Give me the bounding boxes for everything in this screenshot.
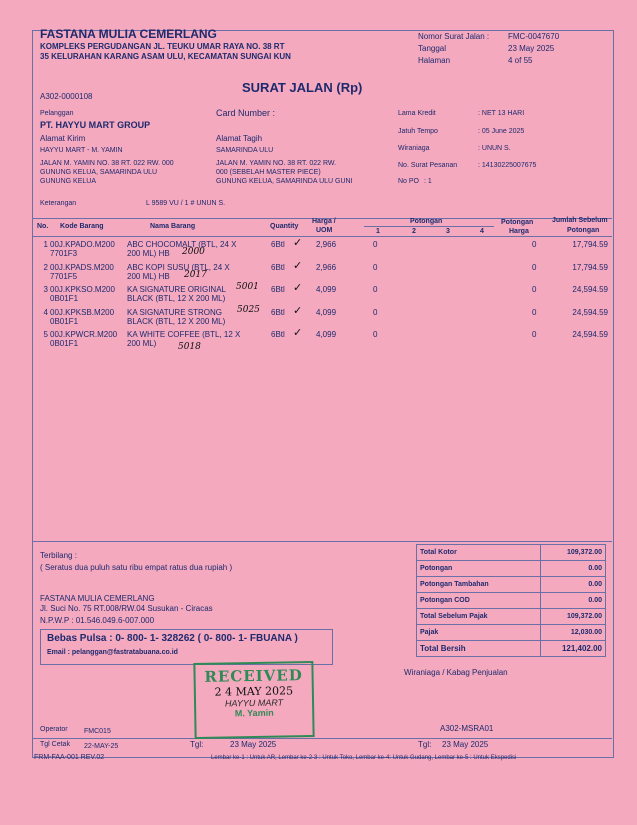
totals-label: Total Sebelum Pajak bbox=[417, 609, 541, 625]
order-number-label: No. Surat Pesanan bbox=[398, 162, 458, 169]
totals-row bbox=[417, 641, 606, 657]
col-disc-price-header-1: Potongan bbox=[501, 219, 534, 226]
doc-page-value: 4 of 55 bbox=[508, 56, 533, 65]
cell-nama1: KA WHITE COFFEE (BTL, 12 X bbox=[127, 330, 241, 339]
cell-nama2: BLACK (BTL, 12 X 200 ML) bbox=[127, 294, 226, 303]
totals-table bbox=[416, 544, 606, 657]
totals-value: 121,402.00 bbox=[541, 641, 606, 657]
handwritten-note: 2017 bbox=[184, 269, 207, 280]
col-amount-header-1: Jumlah Sebelum bbox=[552, 217, 608, 224]
amount-in-words-label: Terbilang : bbox=[40, 551, 77, 560]
check-mark-icon: ✓ bbox=[293, 259, 303, 272]
doc-number-label: Nomor Surat Jalan : bbox=[418, 32, 490, 41]
totals-label: Potongan Tambahan bbox=[417, 577, 541, 593]
cell-jumlah: 24,594.59 bbox=[572, 307, 608, 317]
operator-label: Operator bbox=[40, 726, 68, 733]
bill-address-line-2: 000 (SEBELAH MASTER PIECE) bbox=[216, 169, 321, 176]
col-amount-header-2: Potongan bbox=[567, 227, 600, 234]
cell-pot1: 0 bbox=[373, 262, 378, 272]
col-disc1-header: 1 bbox=[376, 228, 380, 235]
cell-kode1: 00J.KPKSB.M200 bbox=[50, 307, 115, 317]
col-disc2-header: 2 bbox=[412, 228, 416, 235]
cell-no: 1 bbox=[43, 240, 48, 249]
received-stamp bbox=[193, 661, 314, 739]
company-address-2: 35 KELURAHAN KARANG ASAM ULU, KECAMATAN SUNGAI KUN bbox=[40, 52, 291, 61]
bill-address-label: Alamat Tagih bbox=[216, 134, 263, 143]
totals-label: Total Bersih bbox=[417, 641, 541, 657]
print-date-value: 22-MAY-25 bbox=[84, 743, 119, 750]
sender-npwp: N.P.W.P : 01.546.049.6-007.000 bbox=[40, 616, 155, 625]
totals-row bbox=[417, 545, 606, 561]
cell-pot1: 0 bbox=[373, 240, 378, 249]
credit-term-value: : NET 13 HARI bbox=[478, 110, 525, 117]
col-name-header: Nama Barang bbox=[150, 223, 196, 230]
bill-address-line-3: GUNUNG KELUA, SAMARINDA ULU GUNI bbox=[216, 178, 353, 185]
col-price-header: Harga / bbox=[312, 218, 336, 225]
customer-name: PT. HAYYU MART GROUP bbox=[40, 120, 151, 130]
cell-pot1: 0 bbox=[373, 330, 378, 339]
toll-free-box bbox=[40, 629, 333, 665]
cell-kode1: 00J.KPADS.M200 bbox=[50, 262, 114, 272]
ship-address-label: Alamat Kirim bbox=[40, 134, 86, 143]
totals-value: 12,030.00 bbox=[541, 625, 606, 641]
cell-potharga: 0 bbox=[532, 240, 537, 249]
col-uom-header: UOM bbox=[316, 227, 333, 234]
check-mark-icon: ✓ bbox=[293, 304, 303, 317]
cell-nama1: ABC CHOCOMALT (BTL, 24 X bbox=[127, 240, 237, 249]
ship-address-line-3: GUNUNG KELUA bbox=[40, 178, 97, 185]
doc-page-label: Halaman bbox=[418, 56, 451, 65]
date-value-1: 23 May 2025 bbox=[230, 740, 277, 749]
card-number-label: Card Number : bbox=[216, 108, 276, 118]
cell-nama2: 200 ML) bbox=[127, 339, 157, 348]
cell-qty: 6Btl bbox=[271, 307, 285, 317]
ship-address-line-1: JALAN M. YAMIN NO. 38 RT. 022 RW. 000 bbox=[40, 160, 174, 167]
totals-label: Total Kotor bbox=[417, 545, 541, 561]
totals-row bbox=[417, 593, 606, 609]
handwritten-note: 5018 bbox=[178, 342, 201, 352]
totals-value: 109,372.00 bbox=[541, 609, 606, 625]
totals-label: Pajak bbox=[417, 625, 541, 641]
cell-kode2: 7701F5 bbox=[50, 271, 78, 281]
handwritten-note: 5025 bbox=[237, 304, 260, 315]
potongan-subrule bbox=[364, 226, 494, 227]
cell-jumlah: 17,794.59 bbox=[572, 262, 608, 272]
col-discount-header: Potongan bbox=[410, 218, 443, 225]
col-no-header: No. bbox=[37, 223, 49, 230]
cell-kode2: 0B01F1 bbox=[50, 316, 79, 326]
cell-nama1: ABC KOPI SUSU (BTL, 24 X bbox=[127, 262, 230, 272]
cell-no: 4 bbox=[43, 307, 48, 317]
stamp-date: 2 4 MAY 2025 bbox=[214, 684, 294, 699]
cell-harga: 4,099 bbox=[316, 285, 337, 294]
operator-value: FMC015 bbox=[84, 728, 111, 735]
stamp-store: HAYYU MART bbox=[224, 697, 284, 709]
totals-row bbox=[417, 577, 606, 593]
stamp-person: M. Yamin bbox=[234, 707, 274, 719]
totals-value: 109,372.00 bbox=[541, 545, 606, 561]
customer-label: Pelanggan bbox=[40, 110, 74, 117]
cell-nama1: KA SIGNATURE ORIGINAL bbox=[127, 285, 226, 294]
cell-qty: 6Btl bbox=[271, 330, 285, 339]
date-value-2: 23 May 2025 bbox=[442, 740, 489, 749]
doc-date-label: Tanggal bbox=[418, 44, 447, 53]
stamp-title: RECEIVED bbox=[204, 666, 303, 686]
keterangan-label: Keterangan bbox=[40, 200, 77, 207]
date-label-1: Tgl: bbox=[190, 740, 204, 749]
handwritten-note: 5001 bbox=[236, 282, 259, 292]
po-value: : 1 bbox=[424, 178, 432, 185]
company-name: FASTANA MULIA CEMERLANG bbox=[40, 27, 217, 41]
order-number-value: : 14130225007675 bbox=[478, 162, 537, 169]
cell-harga: 2,966 bbox=[316, 240, 337, 249]
cell-potharga: 0 bbox=[532, 307, 537, 317]
col-disc3-header: 3 bbox=[446, 228, 450, 235]
print-date-label: Tgl Cetak bbox=[40, 741, 70, 748]
totals-row bbox=[417, 609, 606, 625]
handwritten-note: 2000 bbox=[182, 247, 205, 257]
totals-label: Potongan bbox=[417, 561, 541, 577]
keterangan-value: L 9589 VU / 1 # UNUN S. bbox=[146, 200, 226, 207]
table-header-rule bbox=[32, 236, 612, 237]
cell-jumlah: 24,594.59 bbox=[572, 285, 608, 294]
sender-address: Jl. Suci No. 75 RT.008/RW.04 Susukan - Ciracas bbox=[40, 604, 213, 613]
check-mark-icon: ✓ bbox=[293, 327, 303, 339]
totals-value: 0.00 bbox=[541, 593, 606, 609]
cell-kode1: 00J.KPKSO.M200 bbox=[50, 285, 115, 294]
cell-qty: 6Btl bbox=[271, 240, 285, 249]
totals-label: Potongan COD bbox=[417, 593, 541, 609]
cell-nama2: BLACK (BTL, 12 X 200 ML) bbox=[127, 316, 226, 326]
cell-harga: 4,099 bbox=[316, 307, 337, 317]
col-disc-price-header-2: Harga bbox=[509, 228, 529, 235]
cell-potharga: 0 bbox=[532, 262, 537, 272]
footer-rule bbox=[32, 738, 612, 739]
table-bottom-rule bbox=[32, 541, 612, 542]
doc-date-value: 23 May 2025 bbox=[508, 44, 555, 53]
cell-no: 3 bbox=[43, 285, 48, 294]
reference-code: A302-MSRA01 bbox=[440, 724, 494, 733]
support-email: Email : pelanggan@fastratabuana.co.id bbox=[47, 649, 178, 656]
document-title: SURAT JALAN (Rp) bbox=[242, 80, 363, 95]
due-date-label: Jatuh Tempo bbox=[398, 128, 438, 135]
bill-address-line-1: JALAN M. YAMIN NO. 38 RT. 022 RW. bbox=[216, 160, 337, 167]
due-date-value: : 05 June 2025 bbox=[478, 128, 525, 135]
amount-in-words: ( Seratus dua puluh satu ribu empat ratus dua rupiah ) bbox=[40, 563, 233, 572]
cell-jumlah: 24,594.59 bbox=[572, 330, 608, 339]
cell-jumlah: 17,794.59 bbox=[572, 240, 608, 249]
col-disc4-header: 4 bbox=[480, 228, 484, 235]
col-qty-header: Quantity bbox=[270, 223, 299, 230]
salesman-signature-label: Wiraniaga / Kabag Penjualan bbox=[404, 668, 508, 677]
cell-nama1: KA SIGNATURE STRONG bbox=[127, 307, 222, 317]
cell-nama2: 200 ML) HB bbox=[127, 249, 170, 258]
cell-qty: 6Btl bbox=[271, 285, 285, 294]
totals-value: 0.00 bbox=[541, 577, 606, 593]
col-code-header: Kode Barang bbox=[60, 223, 104, 230]
credit-term-label: Lama Kredit bbox=[398, 110, 436, 117]
sender-name: FASTANA MULIA CEMERLANG bbox=[40, 594, 155, 603]
form-code: FRM-FAA-001 REV.02 bbox=[34, 754, 105, 761]
cell-potharga: 0 bbox=[532, 285, 537, 294]
cell-kode1: 00J.KPADO.M200 bbox=[50, 240, 115, 249]
cell-pot1: 0 bbox=[373, 307, 378, 317]
cell-potharga: 0 bbox=[532, 330, 537, 339]
document-code: A302-0000108 bbox=[40, 92, 93, 101]
doc-number-value: FMC-0047670 bbox=[508, 32, 560, 41]
cell-no: 2 bbox=[43, 262, 48, 272]
check-mark-icon: ✓ bbox=[293, 237, 303, 249]
toll-free-number: Bebas Pulsa : 0- 800- 1- 328262 ( 0- 800- 1- FBUANA ) bbox=[47, 633, 298, 644]
totals-row bbox=[417, 561, 606, 577]
bill-name: SAMARINDA ULU bbox=[216, 147, 274, 154]
cell-kode2: 0B01F1 bbox=[50, 339, 79, 348]
po-label: No PO bbox=[398, 178, 420, 185]
totals-row bbox=[417, 625, 606, 641]
cell-no: 5 bbox=[43, 330, 48, 339]
distribution-note: Lembar ke-1 : Untuk AR, Lembar ke-2-3 : Untuk Toko, Lembar ke-4: Untuk Gudang, Lembar ke-5 : Untuk Ekspedisi bbox=[211, 755, 517, 761]
cell-pot1: 0 bbox=[373, 285, 378, 294]
cell-kode2: 0B01F1 bbox=[50, 294, 79, 303]
cell-kode1: 00J.KPWCR.M200 bbox=[50, 330, 118, 339]
salesman-label: Wiraniaga bbox=[398, 145, 430, 152]
company-address-1: KOMPLEKS PERGUDANGAN JL. TEUKU UMAR RAYA NO. 38 RT bbox=[40, 42, 285, 51]
cell-kode2: 7701F3 bbox=[50, 249, 78, 258]
date-label-2: Tgl: bbox=[418, 740, 432, 749]
cell-harga: 4,099 bbox=[316, 330, 337, 339]
cell-qty: 6Btl bbox=[271, 262, 285, 272]
totals-value: 0.00 bbox=[541, 561, 606, 577]
check-mark-icon: ✓ bbox=[293, 282, 303, 294]
ship-address-line-2: GUNUNG KELUA, SAMARINDA ULU bbox=[40, 169, 158, 176]
salesman-value: : UNUN S. bbox=[478, 145, 511, 152]
cell-harga: 2,966 bbox=[316, 262, 337, 272]
cell-nama2: 200 ML) HB bbox=[127, 271, 170, 281]
ship-name: HAYYU MART - M. YAMIN bbox=[40, 147, 123, 154]
